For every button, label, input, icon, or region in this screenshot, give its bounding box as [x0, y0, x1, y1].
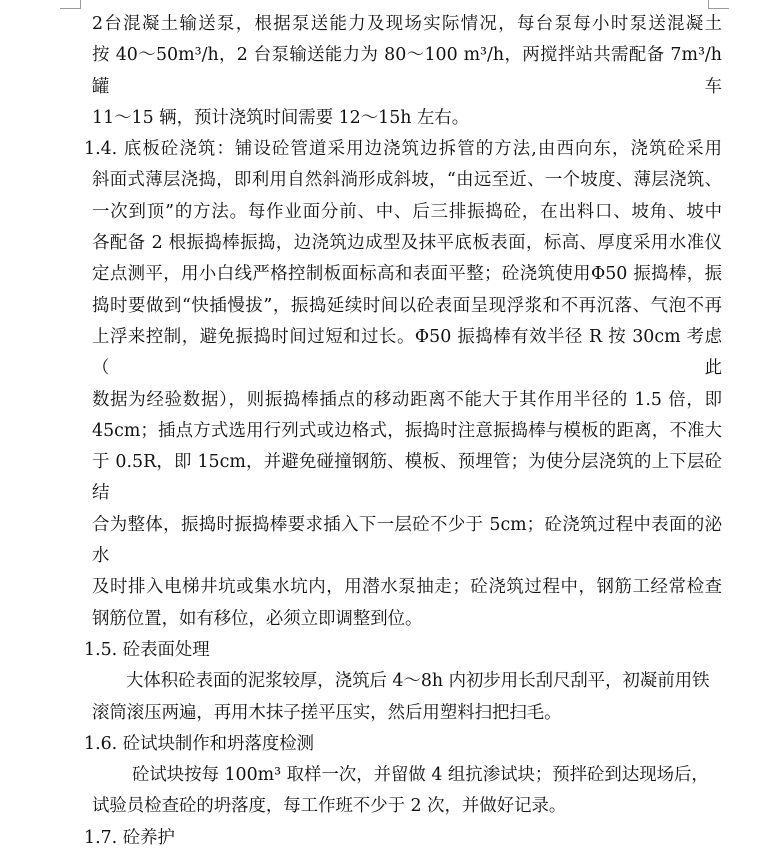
text-line: 钢筋位置，如有移位，必须立即调整到位。 — [92, 608, 423, 629]
section-heading-1-6: 1.6. 砼试块制作和坍落度检测 — [84, 733, 315, 754]
page-corner-mark-left — [60, 0, 81, 9]
text-line: 试验员检查砼的坍落度，每工作班不少于 2 次，并做好记录。 — [92, 796, 567, 817]
text-line: 45cm；插点方式选用行列式或边格式，振捣时注意振捣棒与模板的距离，不准大 — [92, 420, 722, 441]
text-line: 大体积砼表面的泥浆较厚，浇筑后 4～8h 内初步用长刮尺刮平，初凝前用铁 — [126, 671, 710, 692]
section-number: 1.4. — [84, 139, 118, 160]
text-line: 斜面式薄层浇捣，即利用自然斜淌形成斜坡，“由远至近、一个坡度、薄层浇筑、 — [92, 170, 722, 191]
text-line: 2台混凝土输送泵，根据泵送能力及现场实际情况，每台泵每小时泵送混凝土 — [92, 14, 722, 34]
text-line: 各配备 2 根振捣棒振捣，边浇筑边成型及抹平底板表面，标高、厚度采用水准仪 — [92, 233, 722, 254]
section-heading-1-7: 1.7. 砼养护 — [84, 827, 175, 848]
text-line: 合为整体，振捣时振捣棒要求插入下一层砼不少于 5cm；砼浇筑过程中表面的泌水 — [92, 514, 722, 567]
text-line: 捣时要做到“快插慢拔”，振捣延续时间以砼表面呈现浮浆和不再沉落、气泡不再 — [92, 295, 722, 316]
text-line: 按 40～50m³/h，2 台泵输送能力为 80～100 m³/h，两搅拌站共需配备 7m³/h 罐车 — [92, 45, 722, 97]
text-line: 于 0.5R，即 15cm，并避免碰撞钢筋、模板、预埋管；为使分层浇筑的上下层砼结 — [92, 452, 722, 504]
text-line: 底板砼浇筑：铺设砼管道采用边浇筑边拆管的方法,由西向东，浇筑砼采用 — [123, 139, 722, 160]
page-corner-mark-right — [708, 0, 729, 9]
text-line: 滚筒滚压两遍，再用木抹子搓平压实，然后用塑料扫把扫毛。 — [92, 702, 562, 723]
text-line: 及时排入电梯井坑或集水坑内，用潜水泵抽走；砼浇筑过程中，钢筋工经常检查 — [92, 577, 722, 598]
text-line: 定点测平，用小白线严格控制板面标高和表面平整；砼浇筑使用Φ50 振捣棒，振 — [92, 264, 722, 285]
text-line: 一次到顶”的方法。每作业面分前、中、后三排振捣砼，在出料口、坡角、坡中 — [92, 201, 722, 222]
section-heading-1-5: 1.5. 砼表面处理 — [84, 639, 210, 660]
text-line: 11～15 辆，预计浇筑时间需要 12～15h 左右。 — [92, 107, 470, 128]
text-line: 上浮来控制，避免振捣时间过短和过长。Φ50 振捣棒有效半径 R 按 30cm 考虑（此 — [92, 326, 722, 379]
text-line: 数据为经验数据），则振捣棒插点的移动距离不能大于其作用半径的 1.5 倍，即 — [92, 389, 722, 410]
section-1-4-first-line — [84, 134, 722, 165]
document-page — [84, 9, 722, 854]
text-line: 砼试块按每 100m³ 取样一次，并留做 4 组抗渗试块；预拌砼到达现场后， — [132, 765, 709, 786]
